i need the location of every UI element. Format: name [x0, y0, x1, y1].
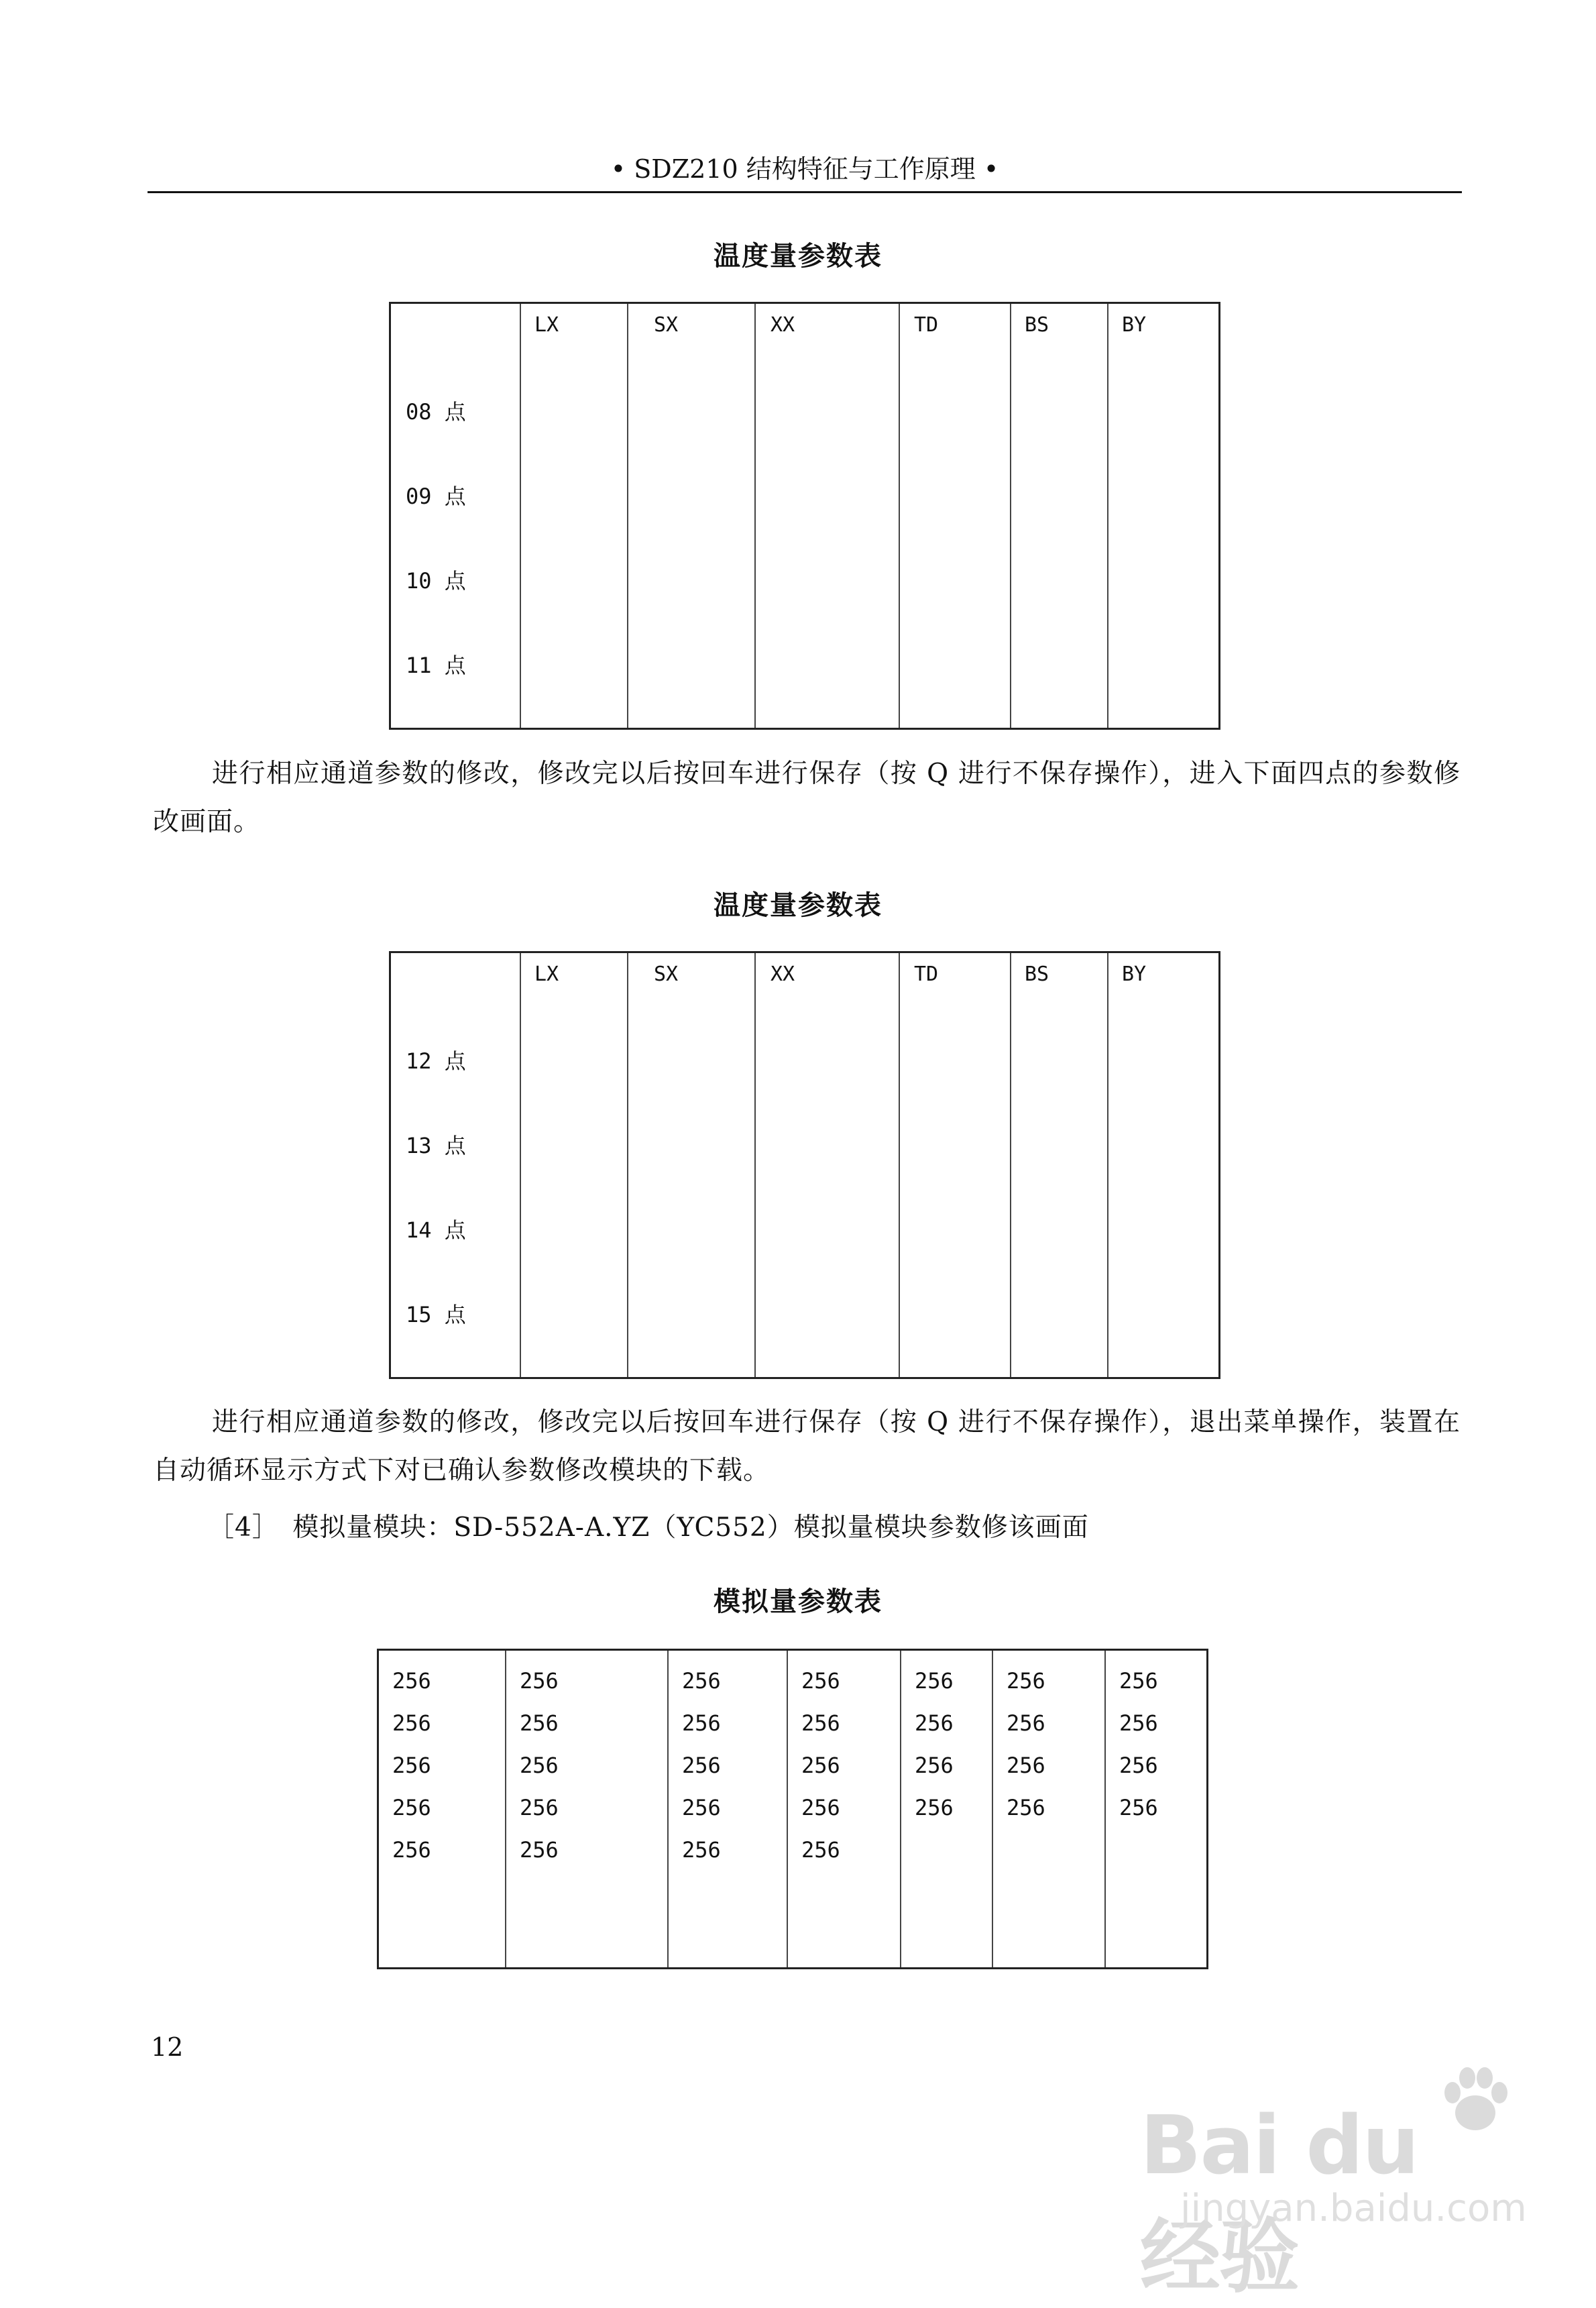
column-header-td: TD [914, 313, 939, 337]
table-cell: 256 [392, 1795, 431, 1820]
column-header-lx: LX [534, 313, 559, 337]
table-cell: 256 [682, 1795, 721, 1820]
row-label: 15 点 [406, 1302, 466, 1327]
table-column-values [801, 1660, 840, 1871]
table-cell: 256 [520, 1795, 559, 1820]
table-cell: 256 [1007, 1668, 1045, 1694]
table-column-values [682, 1660, 721, 1871]
column-header-xx: XX [771, 313, 795, 337]
table-column-divider [992, 1651, 993, 1967]
table-column-divider [520, 304, 521, 728]
table-cell: 256 [915, 1753, 954, 1778]
table-cell: 256 [801, 1668, 840, 1694]
table-column-divider [505, 1651, 506, 1967]
table-column-divider [1010, 953, 1011, 1377]
row-label: 11 点 [406, 653, 466, 678]
row-label: 10 点 [406, 568, 466, 594]
page-number: 12 [151, 2032, 184, 2062]
column-header-by: BY [1122, 963, 1147, 986]
table-cell: 256 [1007, 1710, 1045, 1736]
baidu-jingyan-watermark [1140, 2052, 1527, 2304]
table-column-divider [667, 1651, 669, 1967]
table-cell: 256 [392, 1837, 431, 1863]
table-cell: 256 [682, 1668, 721, 1694]
column-header-lx: LX [534, 963, 559, 986]
table-cell: 256 [1007, 1753, 1045, 1778]
table-cell: 256 [392, 1668, 431, 1694]
table-column-divider [1010, 304, 1011, 728]
column-header-td: TD [914, 963, 939, 986]
table-cell: 256 [801, 1837, 840, 1863]
row-label: 13 点 [406, 1133, 466, 1158]
table-cell: 256 [520, 1668, 559, 1694]
table-column-values [520, 1660, 559, 1871]
table-column-divider [900, 1651, 901, 1967]
table-column-divider [520, 953, 521, 1377]
analog-parameter-table [377, 1649, 1208, 1969]
column-header-by: BY [1122, 313, 1147, 337]
column-header-sx: SX [654, 963, 679, 986]
table-column-divider [627, 953, 628, 1377]
table-column-values [392, 1660, 431, 1871]
row-label: 09 点 [406, 484, 466, 509]
table-column-divider [787, 1651, 788, 1967]
table-cell: 256 [801, 1710, 840, 1736]
column-header-bs: BS [1025, 963, 1049, 986]
table-column-values [1007, 1660, 1045, 1829]
table-cell: 256 [392, 1753, 431, 1778]
table-cell: 256 [682, 1753, 721, 1778]
row-label: 14 点 [406, 1217, 466, 1243]
column-header-sx: SX [654, 313, 679, 337]
table1-title: 温度量参数表 [714, 240, 882, 272]
table-cell: 256 [520, 1710, 559, 1736]
table-cell: 256 [915, 1710, 954, 1736]
table-cell: 256 [682, 1710, 721, 1736]
table-column-divider [1104, 1651, 1106, 1967]
table-column-values [915, 1660, 954, 1829]
table-column-divider [899, 953, 900, 1377]
header-rule [148, 191, 1462, 193]
table3-title: 模拟量参数表 [714, 1586, 882, 1617]
table-cell: 256 [520, 1837, 559, 1863]
temperature-table-1 [389, 302, 1220, 730]
table-column-divider [899, 304, 900, 728]
table-cell: 256 [801, 1795, 840, 1820]
table2-title: 温度量参数表 [714, 889, 882, 921]
row-label: 12 点 [406, 1048, 466, 1074]
table-column-divider [1107, 304, 1108, 728]
table-cell: 256 [915, 1795, 954, 1820]
item-4-heading: ［4］ 模拟量模块：SD-552A-A.YZ（YC552）模拟量模块参数修该画面 [208, 1513, 1089, 1543]
table-column-divider [1107, 953, 1108, 1377]
row-label: 08 点 [406, 399, 466, 425]
column-header-xx: XX [771, 963, 795, 986]
table-cell: 256 [801, 1753, 840, 1778]
paragraph-1: 进行相应通道参数的修改，修改完以后按回车进行保存（按 Q 进行不保存操作），进入下面四点的参数修改画面。 [153, 759, 1461, 837]
table-column-values [1119, 1660, 1158, 1829]
table-cell: 256 [1119, 1710, 1158, 1736]
watermark-url: jingyan.baidu.com [1180, 2187, 1527, 2230]
watermark-brand: Bai du 经验 [1140, 2099, 1418, 2304]
paragraph-2: 进行相应通道参数的修改，修改完以后按回车进行保存（按 Q 进行不保存操作），退出菜单操作，装置在自动循环显示方式下对已确认参数修改模块的下载。 [153, 1407, 1461, 1486]
table-cell: 256 [392, 1710, 431, 1736]
table-cell: 256 [682, 1837, 721, 1863]
table-cell: 256 [915, 1668, 954, 1694]
table-column-divider [754, 953, 756, 1377]
table-column-divider [627, 304, 628, 728]
table-cell: 256 [1119, 1668, 1158, 1694]
running-header: • SDZ210 结构特征与工作原理 • [610, 154, 999, 184]
table-cell: 256 [1119, 1753, 1158, 1778]
table-column-divider [754, 304, 756, 728]
table-cell: 256 [1007, 1795, 1045, 1820]
table-cell: 256 [1119, 1795, 1158, 1820]
column-header-bs: BS [1025, 313, 1049, 337]
temperature-table-2 [389, 951, 1220, 1379]
table-cell: 256 [520, 1753, 559, 1778]
